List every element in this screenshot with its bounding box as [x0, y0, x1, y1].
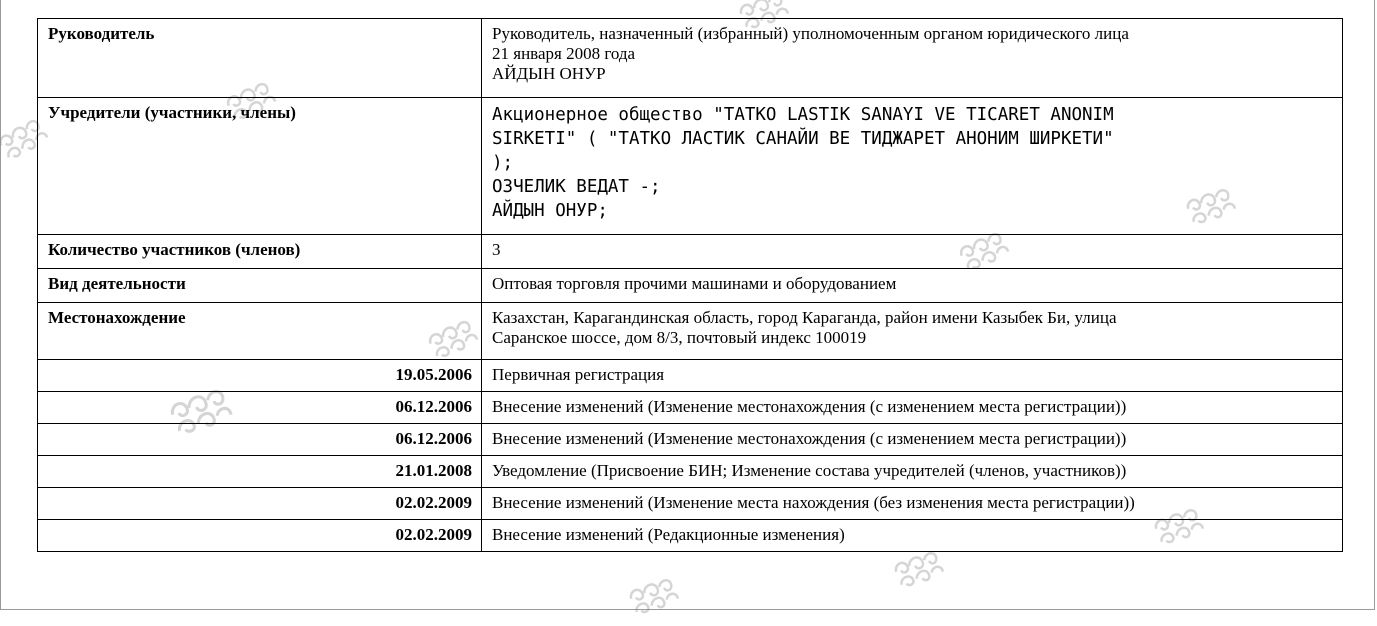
history-row — [38, 360, 1343, 392]
history-event: Первичная регистрация — [482, 360, 1343, 392]
history-event: Внесение изменений (Изменение местонахождения (с изменением места регистрации)) — [482, 392, 1343, 424]
history-date: 02.02.2009 — [38, 488, 482, 520]
history-row — [38, 424, 1343, 456]
head-line: Руководитель, назначенный (избранный) уполномоченным органом юридического лица — [492, 24, 1129, 43]
history-row — [38, 392, 1343, 424]
location-value — [482, 303, 1343, 360]
row-head — [38, 19, 1343, 98]
row-label: Руководитель — [38, 19, 482, 98]
history-event: Внесение изменений (Изменение места нахождения (без изменения места регистрации)) — [482, 488, 1343, 520]
founders-value — [482, 98, 1343, 235]
members-count-value: 3 — [482, 235, 1343, 269]
founder-line: ОЗЧЕЛИК ВЕДАТ -; — [492, 177, 661, 197]
founder-line: Акционерное общество "TATKO LASTIK SANAYI VE TICARET ANONIM — [492, 105, 1114, 125]
history-event: Уведомление (Присвоение БИН; Изменение состава учредителей (членов, участников)) — [482, 456, 1343, 488]
history-date: 19.05.2006 — [38, 360, 482, 392]
history-date: 06.12.2006 — [38, 424, 482, 456]
founder-line: SIRKETI" ( "ТАТКО ЛАСТИК САНАЙИ ВЕ ТИДЖАРЕТ АНОНИМ ШИРКЕТИ" — [492, 129, 1114, 149]
row-label: Местонахождение — [38, 303, 482, 360]
row-activity — [38, 269, 1343, 303]
row-members-count — [38, 235, 1343, 269]
row-label: Количество участников (членов) — [38, 235, 482, 269]
head-line: АЙДЫН ОНУР — [492, 64, 606, 83]
history-event: Внесение изменений (Изменение местонахождения (с изменением места регистрации)) — [482, 424, 1343, 456]
history-date: 06.12.2006 — [38, 392, 482, 424]
founder-line: АЙДЫН ОНУР; — [492, 201, 608, 221]
founder-line: ); — [492, 153, 514, 173]
history-row — [38, 520, 1343, 552]
head-value — [482, 19, 1343, 98]
activity-value: Оптовая торговля прочими машинами и оборудованием — [482, 269, 1343, 303]
location-line: Саранское шоссе, дом 8/3, почтовый индекс 100019 — [492, 328, 867, 347]
registration-table — [37, 18, 1343, 552]
row-founders — [38, 98, 1343, 235]
head-line: 21 января 2008 года — [492, 44, 636, 63]
history-row — [38, 488, 1343, 520]
history-event: Внесение изменений (Редакционные изменения) — [482, 520, 1343, 552]
row-label: Учредители (участники, члены) — [38, 98, 482, 235]
row-label: Вид деятельности — [38, 269, 482, 303]
history-row — [38, 456, 1343, 488]
history-date: 21.01.2008 — [38, 456, 482, 488]
row-location — [38, 303, 1343, 360]
location-line: Казахстан, Карагандинская область, город Караганда, район имени Казыбек Би, улица — [492, 308, 1117, 327]
history-date: 02.02.2009 — [38, 520, 482, 552]
